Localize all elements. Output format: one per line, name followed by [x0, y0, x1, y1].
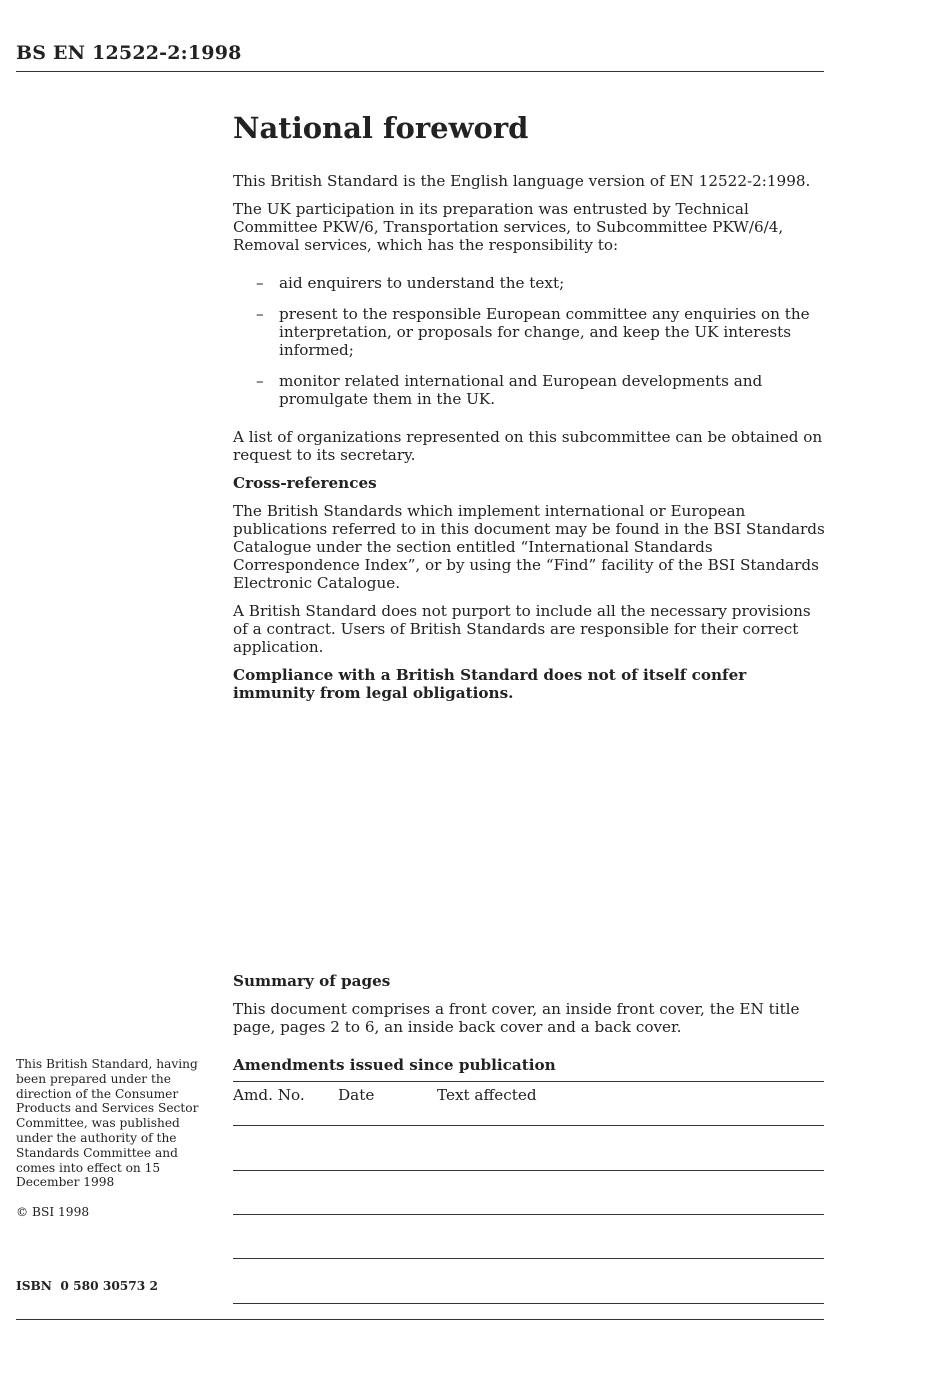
amendments-table-rule: [233, 1303, 824, 1304]
summary-of-pages-section: [233, 972, 825, 1036]
isbn: ISBN 0 580 30573 2: [16, 1279, 158, 1293]
standard-id: BS EN 12522-2:1998: [16, 42, 242, 64]
list-item: – monitor related international and European developments and promulgate them in the UK.: [233, 372, 825, 408]
responsibilities-list: [233, 274, 825, 408]
summary-paragraph: This document comprises a front cover, an inside front cover, the EN title page, pages 2 to 6, an inside back cover and a back cover.: [233, 1000, 800, 1036]
compliance-paragraph: Compliance with a British Standard does not of itself confer immunity from legal obligations.: [233, 666, 747, 702]
header-divider: [16, 71, 824, 72]
national-foreword-section: [233, 110, 825, 712]
column-header-amd-no: Amd. No.: [233, 1086, 305, 1104]
list-item: – present to the responsible European committee any enquiries on the interpretation, or proposals for change, and keep the UK interests informed;: [233, 305, 825, 359]
intro-paragraph: This British Standard is the English language version of EN 12522-2:1998.: [233, 172, 811, 190]
page-title: National foreword: [233, 111, 529, 145]
summary-heading: Summary of pages: [233, 972, 391, 990]
publication-note: This British Standard, having been prepared under the direction of the Consumer Products and Services Sector Committee, was published under the authority of the Standards Committee and comes into effect on 15 December 1998: [16, 1057, 199, 1190]
crossref-paragraph: The British Standards which implement international or European publications referred to in this document may be found in the BSI Standards Catalogue under the section entitled “International Standards Correspondence Index”, or by using the “Find” facility of the BSI Standards Electronic Catalogue.: [233, 502, 825, 592]
copyright-notice: © BSI 1998: [16, 1205, 90, 1219]
column-header-text-affected: Text affected: [437, 1086, 537, 1104]
amendments-table-rule: [233, 1125, 824, 1126]
amendments-table-rule: [233, 1081, 824, 1082]
participation-paragraph: The UK participation in its preparation was entrusted by Technical Committee PKW/6, Transportation services, to Subcommittee PKW/6/4, Removal services, which has the responsibility to:: [233, 200, 784, 254]
amendments-table-rule: [233, 1170, 824, 1171]
list-item: – aid enquirers to understand the text;: [233, 274, 825, 292]
amendments-heading: Amendments issued since publication: [233, 1056, 556, 1074]
organizations-paragraph: A list of organizations represented on this subcommittee can be obtained on request to its secretary.: [233, 428, 823, 464]
crossref-heading: Cross-references: [233, 474, 377, 492]
footer-divider: [16, 1319, 824, 1320]
contract-paragraph: A British Standard does not purport to include all the necessary provisions of a contract. Users of British Standards are responsible for their correct application.: [233, 602, 811, 656]
amendments-table-rule: [233, 1258, 824, 1259]
amendments-table-rule: [233, 1214, 824, 1215]
column-header-date: Date: [338, 1086, 375, 1104]
